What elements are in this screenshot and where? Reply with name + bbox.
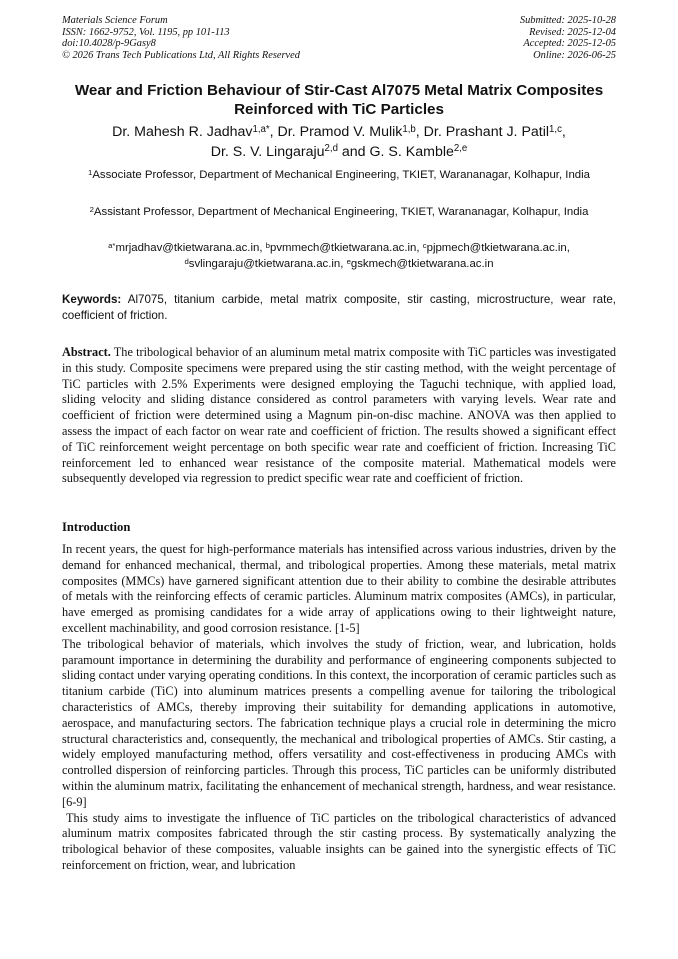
author-name: Dr. Prashant J. Patil: [423, 124, 550, 140]
affiliation-mark: 2: [89, 204, 94, 214]
author-affiliation-mark: 2,e: [453, 143, 468, 155]
doi-line: doi:10.4028/p-9Gasy8: [62, 38, 156, 50]
revised-date: Revised: 2025-12-04: [529, 26, 616, 38]
author-separator: ,: [269, 124, 278, 140]
email-link[interactable]: gskmech@tkietwarana.ac.in: [350, 258, 494, 270]
email-link[interactable]: pjpmech@tkietwarana.ac.in,: [426, 242, 570, 254]
affiliation-2: [62, 204, 616, 220]
author-affiliation-mark: 1,a*: [252, 123, 270, 135]
journal-name: Materials Science Forum: [62, 15, 168, 26]
paragraph: The tribological behavior of materials, which involves the study of friction, wear, and lubrication, holds paramount importance in determining the durability and performance of engineering components subjected to sliding contact under varying operating conditions. In this context, the incorporation of ceramic particles such as titanium carbide (TiC) into aluminum matrices presents a compelling avenue for tailoring the tribological characteristics of AMCs, thereby improving their suitability for demanding applications in automotive, aerospace, and manufacturing sectors. The fabrication technique plays a crucial role in determining the micro structural characteristics and, consequently, the mechanical and tribological properties of AMCs. Stir casting, a widely employed manufacturing method, offers versatility and cost-effectiveness in producing AMCs with controlled dispersion of reinforcing particles. Through this process, TiC particles can be uniformly distributed within the aluminum matrix, facilitating the enhancement of mechanical strength, hardness, and wear resistance.[6-9]: [62, 636, 616, 809]
keywords-section: [62, 292, 616, 323]
author-name: Dr. Pramod V. Mulik: [277, 124, 403, 140]
publication-dates: [520, 15, 616, 61]
affiliation-text: Assistant Professor, Department of Mechanical Engineering, TKIET, Warananagar, Kolhapur, India: [93, 206, 589, 218]
author-separator: ,: [415, 124, 424, 140]
email-mark: a*: [108, 240, 116, 250]
email-mark: b: [265, 240, 270, 250]
author-affiliation-mark: 1,c: [549, 123, 562, 135]
email-link[interactable]: pvmmech@tkietwarana.ac.in,: [269, 242, 423, 254]
journal-info: [62, 15, 300, 61]
email-link[interactable]: svlingaraju@tkietwarana.ac.in,: [188, 258, 347, 270]
author-name: Dr. S. V. Lingaraju: [210, 143, 325, 160]
author-affiliation-mark: 1,b: [402, 123, 416, 135]
paragraph: This study aims to investigate the influence of TiC particles on the tribological characteristics of advanced aluminum matrix composites fabricated through the stir casting process. By systematically analyzing the tribological behavior of these composites, valuable insights can be gained into the synergistic effects of TiC reinforcement on friction, wear, and lubrication: [62, 810, 616, 872]
paragraph: In recent years, the quest for high-performance materials has intensified across various industries, driven by the demand for enhanced mechanical, thermal, and tribological properties. Among these materials, metal matrix composites (MMCs) have garnered significant attention due to their ability to combine the desirable attributes of metals with the reinforcing effects of ceramic particles. Aluminum matrix composites (AMCs), in particular, have emerged as promising candidates for a wide array of applications owing to their lightweight nature, excellent machinability, and good corrosion resistance. [1-5]: [62, 542, 616, 635]
abstract-text: The tribological behavior of an aluminum metal matrix composite with TiC particles was investigated in this study. Composite specimens were prepared using the stir casting method, with the weight percentage of TiC particles with 2.5% Experiments were designed employing the Taguchi technique, with applied load, sliding velocity and sliding distance considered as control parameters with varying levels. Wear rate and coefficient of friction were determined using a Magnum pin-on-disc machine. ANOVA was then applied to assess the impact of each factor on wear rate and coefficient of friction. The results showed a significant effect of TiC reinforcement weight percentage on both specific wear rate and coefficient of friction. Increasing TiC reinforcement led to enhanced wear resistance of the composite material. Mathematical models were subsequently developed via regression to predict specific wear rate and coefficient of friction.: [62, 345, 616, 486]
affiliation-text: Associate Professor, Department of Mechanical Engineering, TKIET, Warananagar, Kolhapur, India: [92, 169, 590, 181]
author-list: [62, 123, 616, 162]
issn-line: ISSN: 1662-9752, Vol. 1195, pp 101-113: [62, 26, 230, 38]
online-date: Online: 2026-06-25: [533, 49, 616, 61]
accepted-date: Accepted: 2025-12-05: [523, 38, 616, 50]
introduction-section: [62, 542, 616, 874]
email-mark: d: [184, 256, 189, 266]
copyright-line: © 2026 Trans Tech Publications Ltd, All Rights Reserved: [62, 49, 300, 61]
abstract-section: [62, 345, 616, 487]
author-name: G. S. Kamble: [369, 143, 454, 160]
affiliation-mark: 1: [88, 167, 93, 177]
affiliation-1: [62, 167, 616, 183]
author-name: Dr. Mahesh R. Jadhav: [112, 124, 253, 140]
abstract-label: Abstract.: [62, 345, 111, 359]
email-link[interactable]: mrjadhav@tkietwarana.ac.in,: [115, 242, 266, 254]
email-mark: c: [422, 240, 427, 250]
author-separator: and: [337, 143, 370, 160]
submitted-date: Submitted: 2025-10-28: [519, 15, 616, 26]
paper-title: Wear and Friction Behaviour of Stir-Cast Al7075 Metal Matrix Composites Reinforced with TiC Particles: [74, 82, 604, 118]
author-separator: ,: [561, 124, 566, 140]
keywords-text: Al7075, titanium carbide, metal matrix composite, stir casting, microstructure, wear rate, coefficient of friction.: [62, 293, 616, 322]
author-affiliation-mark: 2,d: [324, 143, 338, 155]
keywords-label: Keywords:: [62, 293, 122, 306]
email-list: [62, 240, 616, 272]
email-mark: e: [346, 256, 351, 266]
introduction-heading: Introduction: [62, 520, 131, 534]
